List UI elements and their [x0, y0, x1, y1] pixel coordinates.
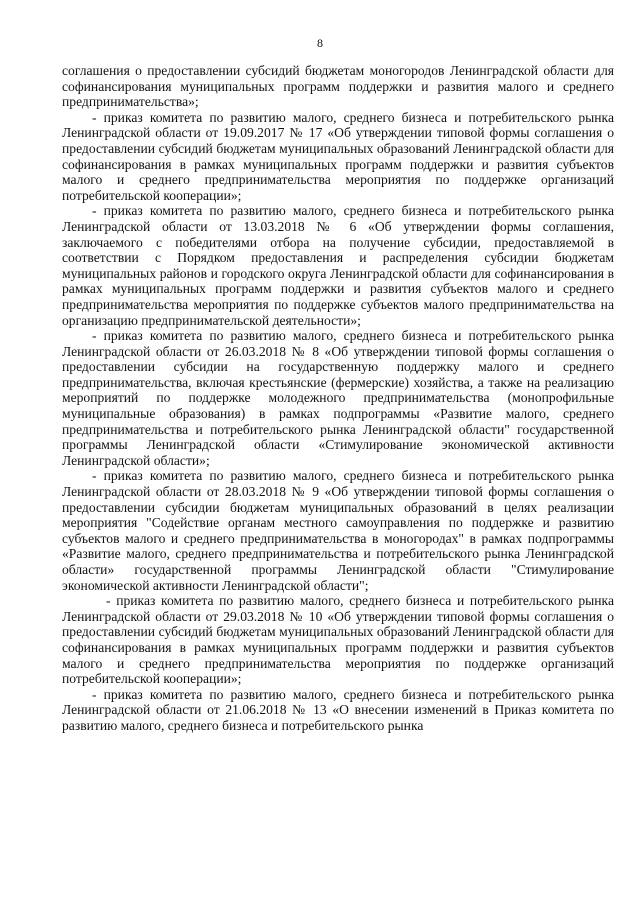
paragraph-order-10: - приказ комитета по развитию малого, среднего бизнеса и потребительского рынка Ленинградской области от 29.03.2018 № 10 «Об утверждении типовой формы соглашения о предоставлении субсидий бюджетам муниципальных образований Ленинградской области для софинансирования в рамках муниципальных программ поддержки и развития субъектов малого и среднего предпринимательства мероприятия по поддержке организаций потребительской кооперации»; [62, 593, 614, 687]
page-number: 8 [317, 36, 323, 50]
paragraph-order-6: - приказ комитета по развитию малого, среднего бизнеса и потребительского рынка Ленинградской области от 13.03.2018 № 6 «Об утверждении формы соглашения, заключаемого с победителями отбора на получение субсидии, предоставляемой в соответствии с Порядком предоставления и распределения субсидии бюджетам муниципальных районов и городского округа Ленинградской области для софинансирования в рамках муниципальных программ поддержки и развития субъектов малого и среднего предпринимательства мероприятия по поддержке субъектов малого предпринимательства на организацию предпринимательской деятельности»; [62, 203, 614, 328]
paragraph-order-17: - приказ комитета по развитию малого, среднего бизнеса и потребительского рынка Ленинградской области от 19.09.2017 № 17 «Об утверждении типовой формы соглашения о предоставлении субсидий бюджетам муниципальных образований Ленинградской области для софинансирования в рамках муниципальных программ поддержки и развития субъектов малого и среднего предпринимательства мероприятия по поддержке организаций потребительской кооперации»; [62, 109, 614, 203]
paragraph-continuation: соглашения о предоставлении субсидий бюджетам моногородов Ленинградской области для софинансирования муниципальных программ поддержки и развития малого и среднего предпринимательства»; [62, 63, 614, 110]
document-body [62, 63, 614, 734]
paragraph-order-13: - приказ комитета по развитию малого, среднего бизнеса и потребительского рынка Ленинградской области от 21.06.2018 № 13 «О внесении изменений в Приказ комитета по развитию малого, среднего бизнеса и потребительского рынка [62, 686, 614, 733]
paragraph-order-9: - приказ комитета по развитию малого, среднего бизнеса и потребительского рынка Ленинградской области от 28.03.2018 № 9 «Об утверждении типовой формы соглашения о предоставлении субсидии бюджетам муниципальных образований в целях реализации мероприятия "Содействие органам местного самоуправления по поддержке и развитию субъектов малого и среднего предпринимательства в моногородах" в рамках подпрограммы «Развитие малого, среднего предпринимательства и потребительского рынка Ленинградской области» государственной программы Ленинградской области "Стимулирование экономической активности Ленинградской области"; [62, 468, 614, 593]
paragraph-order-8: - приказ комитета по развитию малого, среднего бизнеса и потребительского рынка Ленинградской области от 26.03.2018 № 8 «Об утверждении типовой формы соглашения о предоставлении субсидии на государственную поддержку малого и среднего предпринимательства, включая крестьянские (фермерские) хозяйства, а также на реализацию мероприятий по поддержке молодежного предпринимательства (монопрофильные муниципальные образования) в рамках подпрограммы «Развитие малого, среднего предпринимательства и потребительского рынка Ленинградской области" государственной программы Ленинградской области «Стимулирование экономической активности Ленинградской области»; [62, 328, 614, 468]
